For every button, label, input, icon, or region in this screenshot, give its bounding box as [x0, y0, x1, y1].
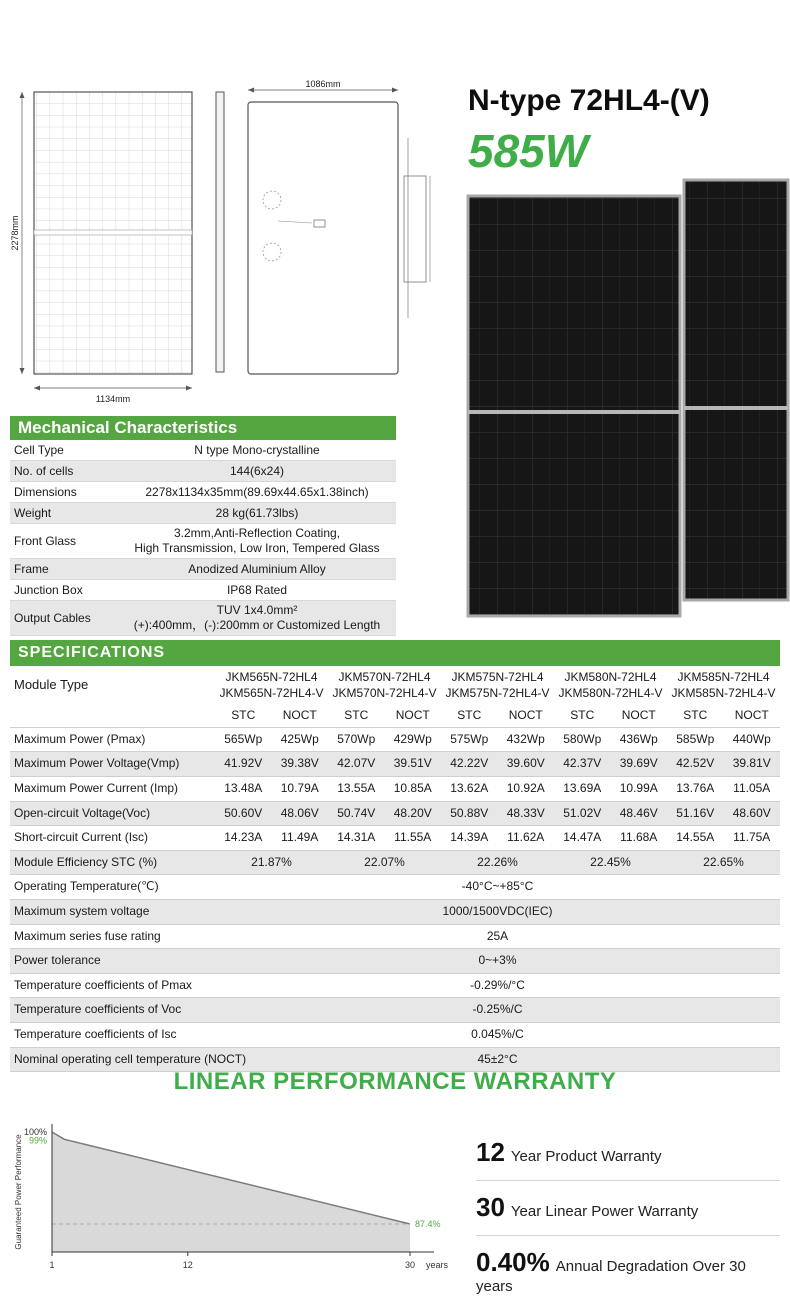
spec-row-value: 50.74V: [337, 805, 376, 820]
condition-label: STC: [683, 708, 708, 723]
condition-label: STC: [231, 708, 256, 723]
spec-row-value: 13.69A: [563, 780, 602, 795]
spec-row-value: 48.33V: [506, 805, 545, 820]
spec-row-value: 565Wp: [224, 731, 263, 746]
mech-row: [10, 461, 396, 482]
spec-row: [10, 777, 780, 802]
mech-row-value: 144(6x24): [229, 463, 285, 478]
warranty-value: 30: [476, 1192, 505, 1222]
spec-row-value: -0.25%/C: [472, 1002, 523, 1017]
condition-label: STC: [457, 708, 482, 723]
spec-row-value: 10.99A: [619, 780, 658, 795]
spec-row-value: 39.69V: [619, 756, 658, 771]
product-panel-image: [462, 172, 790, 624]
spec-row-value: -0.29%/°C: [470, 977, 525, 992]
spec-row: [10, 974, 780, 999]
spec-row-value: 0~+3%: [478, 953, 517, 968]
spec-row-value: 11.62A: [507, 830, 545, 845]
spec-row: [10, 802, 780, 827]
svg-text:1: 1: [49, 1260, 55, 1270]
specifications-section-title: SPECIFICATIONS: [10, 640, 780, 666]
spec-row-value: 575Wp: [450, 731, 489, 746]
mech-row-label: Dimensions: [14, 485, 77, 499]
svg-text:Guaranteed Power Performance: Guaranteed Power Performance: [14, 1134, 23, 1250]
mech-row-value: 28 kg(61.73lbs): [215, 505, 299, 520]
spec-row-label: Temperature coefficients of Isc: [14, 1026, 177, 1041]
mech-row: [10, 580, 396, 601]
front-height-dimension: 2278mm: [10, 215, 20, 251]
solar-panel-left: [468, 196, 680, 616]
spec-module-header-row: [10, 666, 780, 705]
spec-row-value: 45±2°C: [477, 1051, 518, 1066]
svg-text:12: 12: [182, 1260, 193, 1270]
mech-row: [10, 503, 396, 524]
spec-row-value: 51.16V: [676, 805, 715, 820]
mechanical-section-title: Mechanical Characteristics: [10, 416, 396, 440]
spec-row-value: 39.81V: [732, 756, 771, 771]
warranty-list: [476, 1112, 780, 1304]
svg-text:87.4%: 87.4%: [415, 1218, 441, 1229]
warranty-item: [476, 1181, 780, 1236]
technical-drawings: [10, 80, 450, 410]
spec-row-label: Nominal operating cell temperature (NOCT): [14, 1051, 247, 1066]
spec-row-value: 48.20V: [393, 805, 432, 820]
spec-row-value: 13.76A: [676, 780, 715, 795]
spec-row-value: 11.75A: [733, 830, 771, 845]
spec-row-value: 42.52V: [676, 756, 715, 771]
mech-row: [10, 559, 396, 580]
svg-text:100%: 100%: [23, 1127, 47, 1137]
spec-row: [10, 900, 780, 925]
spec-row-value: 14.55A: [676, 830, 715, 845]
spec-row-value: 10.79A: [280, 780, 319, 795]
technical-drawing-side: [216, 92, 224, 372]
spec-row-value: 22.26%: [477, 854, 518, 869]
spec-row-value: 51.02V: [563, 805, 602, 820]
spec-row-label: Power tolerance: [14, 953, 101, 968]
mech-row-value: TUV 1x4.0mm² (+):400mm，(-):200mm or Customized Length: [133, 603, 381, 632]
technical-drawing-front: [10, 92, 192, 404]
spec-row-label: Maximum system voltage: [14, 903, 150, 918]
spec-row-value: 14.31A: [337, 830, 376, 845]
spec-row: [10, 949, 780, 974]
warranty-value: 0.40%: [476, 1247, 550, 1277]
spec-row-value: 436Wp: [619, 731, 658, 746]
spec-row-value: 0.045%/C: [471, 1026, 524, 1041]
spec-row-label: Open-circuit Voltage(Voc): [14, 805, 151, 820]
mech-row-label: Cell Type: [14, 443, 64, 457]
mech-row-label: Frame: [14, 562, 49, 576]
product-title-block: [468, 84, 786, 178]
mechanical-table: [10, 440, 396, 636]
spec-row-value: 39.60V: [506, 756, 545, 771]
warranty-text: Annual Degradation Over 30 years: [476, 1258, 746, 1295]
spec-row-label: Maximum Power Current (Imp): [14, 780, 179, 795]
mech-row-label: No. of cells: [14, 464, 74, 478]
module-name: JKM585N-72HL4 JKM585N-72HL4-V: [671, 670, 776, 700]
spec-row-label: Short-circuit Current (Isc): [14, 830, 149, 845]
module-name: JKM575N-72HL4 JKM575N-72HL4-V: [445, 670, 550, 700]
spec-row-value: 22.07%: [364, 854, 405, 869]
spec-row-label: Temperature coefficients of Pmax: [14, 977, 192, 992]
spec-row: [10, 875, 780, 900]
mechanical-section: [10, 416, 396, 636]
spec-row-value: 22.45%: [590, 854, 631, 869]
mech-row: [10, 601, 396, 636]
spec-row-value: 42.37V: [563, 756, 602, 771]
svg-text:99%: 99%: [28, 1135, 47, 1146]
spec-row-value: 14.39A: [450, 830, 489, 845]
mech-row-value: Anodized Aluminium Alloy: [188, 561, 326, 576]
power-rating: 585W: [468, 125, 589, 177]
spec-row-value: 21.87%: [251, 854, 292, 869]
mech-row: [10, 524, 396, 559]
mech-row-label: Front Glass: [14, 534, 77, 548]
spec-row-value: 48.60V: [732, 805, 771, 820]
technical-drawing-back: [248, 80, 430, 374]
spec-row: [10, 728, 780, 753]
spec-row: [10, 826, 780, 851]
spec-row-value: 13.48A: [224, 780, 263, 795]
warranty-text: Year Linear Power Warranty: [510, 1203, 699, 1220]
condition-label: NOCT: [508, 708, 543, 723]
condition-label: NOCT: [395, 708, 430, 723]
spec-row-label: Module Efficiency STC (%): [14, 854, 158, 869]
spec-row-label: Maximum Power Voltage(Vmp): [14, 756, 180, 771]
spec-row-value: 39.51V: [393, 756, 432, 771]
condition-label: NOCT: [621, 708, 656, 723]
specifications-section: [10, 640, 780, 1072]
spec-row-value: 42.07V: [337, 756, 376, 771]
warranty-text: Year Product Warranty: [510, 1148, 662, 1165]
mech-row: [10, 482, 396, 503]
spec-row-label: Maximum series fuse rating: [14, 928, 161, 943]
module-name: JKM565N-72HL4 JKM565N-72HL4-V: [219, 670, 324, 700]
svg-text:years: years: [426, 1260, 449, 1270]
spec-row-value: 50.60V: [224, 805, 263, 820]
spec-row-value: 48.06V: [280, 805, 319, 820]
warranty-heading: LINEAR PERFORMANCE WARRANTY: [173, 1068, 617, 1095]
warranty-section: [10, 1112, 780, 1304]
spec-row-value: 50.88V: [450, 805, 489, 820]
solar-panel-right: [684, 180, 788, 600]
spec-row-label: Operating Temperature(℃): [14, 879, 159, 894]
condition-label: STC: [570, 708, 595, 723]
spec-row: [10, 925, 780, 950]
spec-conditions-row: [10, 705, 780, 728]
spec-row-label: Temperature coefficients of Voc: [14, 1002, 182, 1017]
condition-label: STC: [344, 708, 369, 723]
spec-row-value: 10.85A: [393, 780, 432, 795]
spec-row-value: 42.22V: [450, 756, 489, 771]
mech-row-value: N type Mono-crystalline: [194, 442, 320, 457]
mech-row-value: 2278x1134x35mm(89.69x44.65x1.38inch): [145, 484, 369, 499]
spec-row-value: 570Wp: [337, 731, 376, 746]
back-width-dimension: 1086mm: [305, 80, 341, 89]
warranty-item: [476, 1126, 780, 1181]
module-name: JKM570N-72HL4 JKM570N-72HL4-V: [332, 670, 437, 700]
spec-row-value: 11.55A: [394, 830, 432, 845]
mech-row-label: Junction Box: [14, 583, 83, 597]
spec-row-value: 585Wp: [676, 731, 715, 746]
spec-row-value: 440Wp: [732, 731, 771, 746]
module-type-label: Module Type: [14, 677, 89, 693]
spec-row-value: 48.46V: [619, 805, 658, 820]
spec-row-value: 25A: [486, 928, 509, 943]
spec-row-value: 13.62A: [450, 780, 489, 795]
spec-row-value: 429Wp: [393, 731, 432, 746]
spec-row: [10, 998, 780, 1023]
spec-row-value: 11.68A: [620, 830, 658, 845]
spec-row-value: 1000/1500VDC(IEC): [442, 903, 553, 918]
spec-row-value: 580Wp: [563, 731, 602, 746]
mech-row-label: Weight: [14, 506, 52, 520]
spec-row-value: 13.55A: [337, 780, 376, 795]
mech-row-value: 3.2mm,Anti-Reflection Coating, High Transmission, Low Iron, Tempered Glass: [134, 526, 380, 555]
spec-row: [10, 1023, 780, 1048]
spec-row-value: 432Wp: [506, 731, 545, 746]
front-width-dimension: 1134mm: [95, 394, 131, 404]
warranty-value: 12: [476, 1137, 505, 1167]
module-name: JKM580N-72HL4 JKM580N-72HL4-V: [558, 670, 663, 700]
spec-row: [10, 851, 780, 876]
spec-row-value: 11.05A: [733, 780, 771, 795]
condition-label: NOCT: [734, 708, 769, 723]
mech-row-label: Output Cables: [14, 611, 91, 625]
spec-row-value: 22.65%: [703, 854, 744, 869]
spec-row-label: Maximum Power (Pmax): [14, 731, 146, 746]
spec-row-value: 11.49A: [281, 830, 319, 845]
spec-row-value: 10.92A: [506, 780, 545, 795]
spec-row: [10, 752, 780, 777]
spec-row-value: -40°C~+85°C: [461, 879, 534, 894]
spec-row-value: 41.92V: [224, 756, 263, 771]
warranty-item: [476, 1236, 780, 1304]
mech-row-value: IP68 Rated: [226, 582, 288, 597]
spec-row-value: 39.38V: [280, 756, 319, 771]
svg-text:30: 30: [404, 1260, 416, 1270]
mech-row: [10, 440, 396, 461]
condition-label: NOCT: [282, 708, 317, 723]
model-title: N-type 72HL4-(V): [468, 84, 710, 117]
spec-row-value: 425Wp: [280, 731, 319, 746]
warranty-chart: [10, 1112, 462, 1290]
spec-row-value: 14.23A: [224, 830, 263, 845]
spec-row-value: 14.47A: [563, 830, 602, 845]
empty-cell: [10, 713, 215, 719]
spec-table: [10, 666, 780, 1072]
